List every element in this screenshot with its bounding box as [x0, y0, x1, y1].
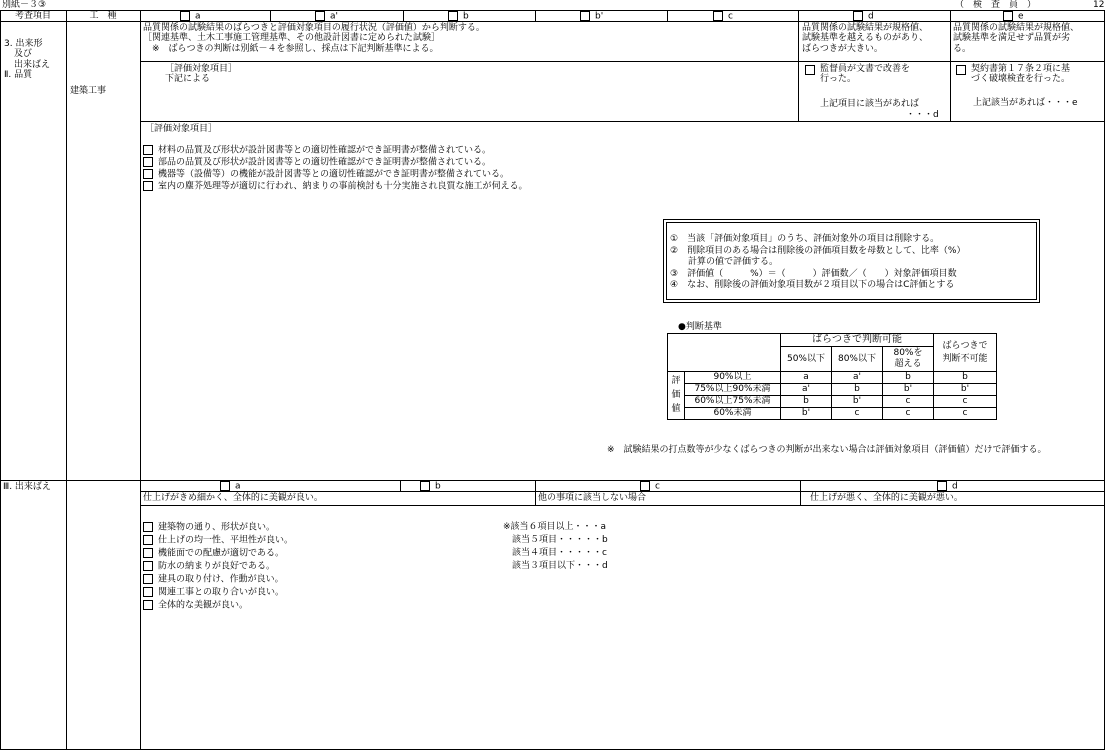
eval-item[interactable]: 部品の品質及び形状が設計図書等との適切性確認ができ証明書が整備されている。: [143, 157, 491, 168]
dk-item[interactable]: 機能面での配慮が適切である。: [143, 548, 284, 559]
checkbox-a2[interactable]: [315, 11, 325, 21]
checkbox[interactable]: [143, 169, 153, 179]
e-note: 上記該当があれば・・・e: [973, 98, 1078, 108]
dk-grade-a[interactable]: a: [220, 481, 241, 492]
eval-item[interactable]: 室内の塵芥処理等が適切に行われ、納まりの事前検討も十分実施され良質な施工が伺える。: [143, 181, 528, 192]
checkbox[interactable]: [143, 535, 153, 545]
hdr-div: [403, 10, 404, 21]
criteria-title: ●判断基準: [678, 322, 722, 332]
criteria-subhead: 80%以下: [832, 347, 883, 372]
dk-a-description: 仕上げがきめ細かく、全体的に美観が良い。: [143, 493, 323, 503]
criteria-col: a a' b b': [781, 372, 832, 420]
dk-item[interactable]: 防水の納まりが良好である。: [143, 561, 275, 572]
col-header-worktype: 工 種: [89, 11, 117, 21]
checkbox-d-supervisor[interactable]: [805, 65, 815, 75]
checkbox[interactable]: [143, 600, 153, 610]
d-note-mark: ・・・d: [906, 110, 939, 120]
dk-d-description: 仕上げが悪く、全体的に美観が悪い。: [810, 493, 963, 503]
checkbox-dk-c[interactable]: [640, 481, 650, 491]
checkbox-d[interactable]: [853, 11, 863, 21]
checkbox[interactable]: [143, 587, 153, 597]
checkbox-b[interactable]: [448, 11, 458, 21]
section-dekibae-label: Ⅲ. 出来ばえ: [3, 482, 51, 492]
grade-b-header[interactable]: b: [448, 11, 469, 22]
header-divider: [0, 21, 1104, 22]
col-divider-1: [66, 10, 67, 749]
criteria-corner: [668, 334, 781, 372]
dk-div: [800, 480, 801, 505]
notes-box: [663, 219, 1040, 303]
dk-item[interactable]: 仕上げの均一性、平坦性が良い。: [143, 535, 293, 546]
inspector-label: （ 検 査 員 ）: [955, 0, 1037, 10]
page-number: 12: [1093, 0, 1105, 10]
grade-a2-header[interactable]: a': [315, 11, 338, 22]
eval-divider: [140, 121, 1104, 122]
dk-item[interactable]: 関連工事との取り合いが良い。: [143, 587, 284, 598]
grade-c-header[interactable]: c: [713, 11, 733, 22]
criteria-head-no: ばらつきで 判断不可能: [934, 334, 997, 372]
dk-div: [400, 480, 401, 491]
criteria-row-label: 評 価 値 90%以上 75%以上90%未満 60%以上75%未満 60%未満: [668, 372, 781, 420]
quality-footnote: ※ 試験結果の打点数等が少なくばらつきの判断が出来ない場合は評価対象項目（評価値）だけで評価する。: [607, 445, 1047, 455]
hdr-div: [667, 10, 668, 21]
checkbox-dk-a[interactable]: [220, 481, 230, 491]
dk-item[interactable]: 建具の取り付け、作動が良い。: [143, 574, 284, 585]
dk-grade-c[interactable]: c: [640, 481, 660, 492]
d-check-item[interactable]: 監督員が文書で改善を 行った。: [805, 64, 820, 75]
criteria-subhead: 80%を 超える: [883, 347, 934, 372]
dk-item[interactable]: 建築物の通り、形状が良い。: [143, 522, 275, 533]
col-e-divider: [950, 10, 951, 121]
hdr-div: [535, 10, 536, 21]
row-label-vertical: 評 価 値: [668, 372, 685, 419]
checkbox[interactable]: [143, 548, 153, 558]
checkbox-dk-d[interactable]: [937, 481, 947, 491]
criteria-head-group: ばらつきで判断可能: [781, 334, 934, 347]
notes-text: ① 当該「評価対象項目」のうち、評価対象外の項目は削除する。 ② 削除項目のある場合は削除後の評価項目数を母数として、比率（%） 計算の値で評価する。 ③ 評価値（ %）＝（ ）評価数／（ ）対象評価項目数 ④ なお、削除後の評価対象項目数が２項目以下の場合はC評価とする: [670, 234, 966, 290]
d-note: 上記項目に該当があれば: [820, 99, 920, 109]
e-check-item[interactable]: 契約書第１７条２項に基 づく破壊検査を行った。: [956, 64, 971, 75]
eval-heading: ［評価対象項目］: [145, 124, 218, 134]
grade-d-description: 品質関係の試験結果が規格値、 試験基準を越えるものがあり、 ばらつきが大きい。: [802, 23, 929, 54]
criteria-table: [667, 333, 997, 420]
checkbox[interactable]: [143, 157, 153, 167]
section-3-label: 3. 出来形 及び 出来ばえ Ⅱ. 品質: [4, 39, 51, 81]
dk-grade-b[interactable]: b: [420, 481, 441, 492]
desc-divider: [140, 61, 1104, 62]
dk-grade-d[interactable]: d: [937, 481, 958, 492]
checkbox[interactable]: [143, 561, 153, 571]
checkbox-e[interactable]: [1003, 11, 1013, 21]
eval-sub-label: ［評価対象項目］ 下記による: [165, 64, 238, 85]
checkbox-c[interactable]: [713, 11, 723, 21]
criteria-col: b b' c c: [934, 372, 997, 420]
dk-criteria: ※該当６項目以上・・・a 該当５項目・・・・・b 該当４項目・・・・・c 該当３項目以下・・・d: [503, 522, 608, 571]
grade-d-header[interactable]: d: [853, 11, 874, 22]
col-header-item: 考査項目: [14, 11, 51, 21]
checkbox-e-inspection[interactable]: [956, 65, 966, 75]
criteria-col: a' b b' c: [832, 372, 883, 420]
criteria-col: b b' c c: [883, 372, 934, 420]
hdr-div: [270, 10, 271, 21]
dk-div: [535, 480, 536, 505]
form-id: 別紙－３③: [2, 0, 47, 10]
dk-item[interactable]: 全体的な美観が良い。: [143, 600, 248, 611]
checkbox-a[interactable]: [180, 11, 190, 21]
checkbox[interactable]: [143, 574, 153, 584]
checkbox[interactable]: [143, 181, 153, 191]
checkbox[interactable]: [143, 522, 153, 532]
checkbox-b2[interactable]: [580, 11, 590, 21]
work-type-label: 建築工事: [70, 86, 107, 96]
quality-description: 品質関係の試験結果のばらつきと評価対象項目の履行状況（評価値）から判断する。 ［関連基準、土木工事施工管理基準、その他設計図書に定められた試験］ ※ ばらつきの判断は別紙－４を参照し、採点は下記判断基準による。: [143, 23, 485, 54]
dekibae-desc-divider: [140, 505, 1104, 506]
grade-b2-header[interactable]: b': [580, 11, 603, 22]
col-d-divider: [798, 10, 799, 121]
dk-c-description: 他の事項に該当しない場合: [538, 493, 647, 503]
grade-e-header[interactable]: e: [1003, 11, 1024, 22]
grade-a-header[interactable]: a: [180, 11, 201, 22]
checkbox-dk-b[interactable]: [420, 481, 430, 491]
checkbox[interactable]: [143, 145, 153, 155]
criteria-subhead: 50%以下: [781, 347, 832, 372]
eval-item[interactable]: 機器等（設備等）の機能が設計図書等との適切性確認ができ証明書が整備されている。: [143, 169, 509, 180]
dekibae-grade-divider: [140, 491, 1104, 492]
grade-e-description: 品質関係の試験結果が規格値、 試験基準を満足せず品質が劣 る。: [953, 23, 1080, 54]
eval-item[interactable]: 材料の品質及び形状が設計図書等との適切性確認ができ証明書が整備されている。: [143, 145, 491, 156]
